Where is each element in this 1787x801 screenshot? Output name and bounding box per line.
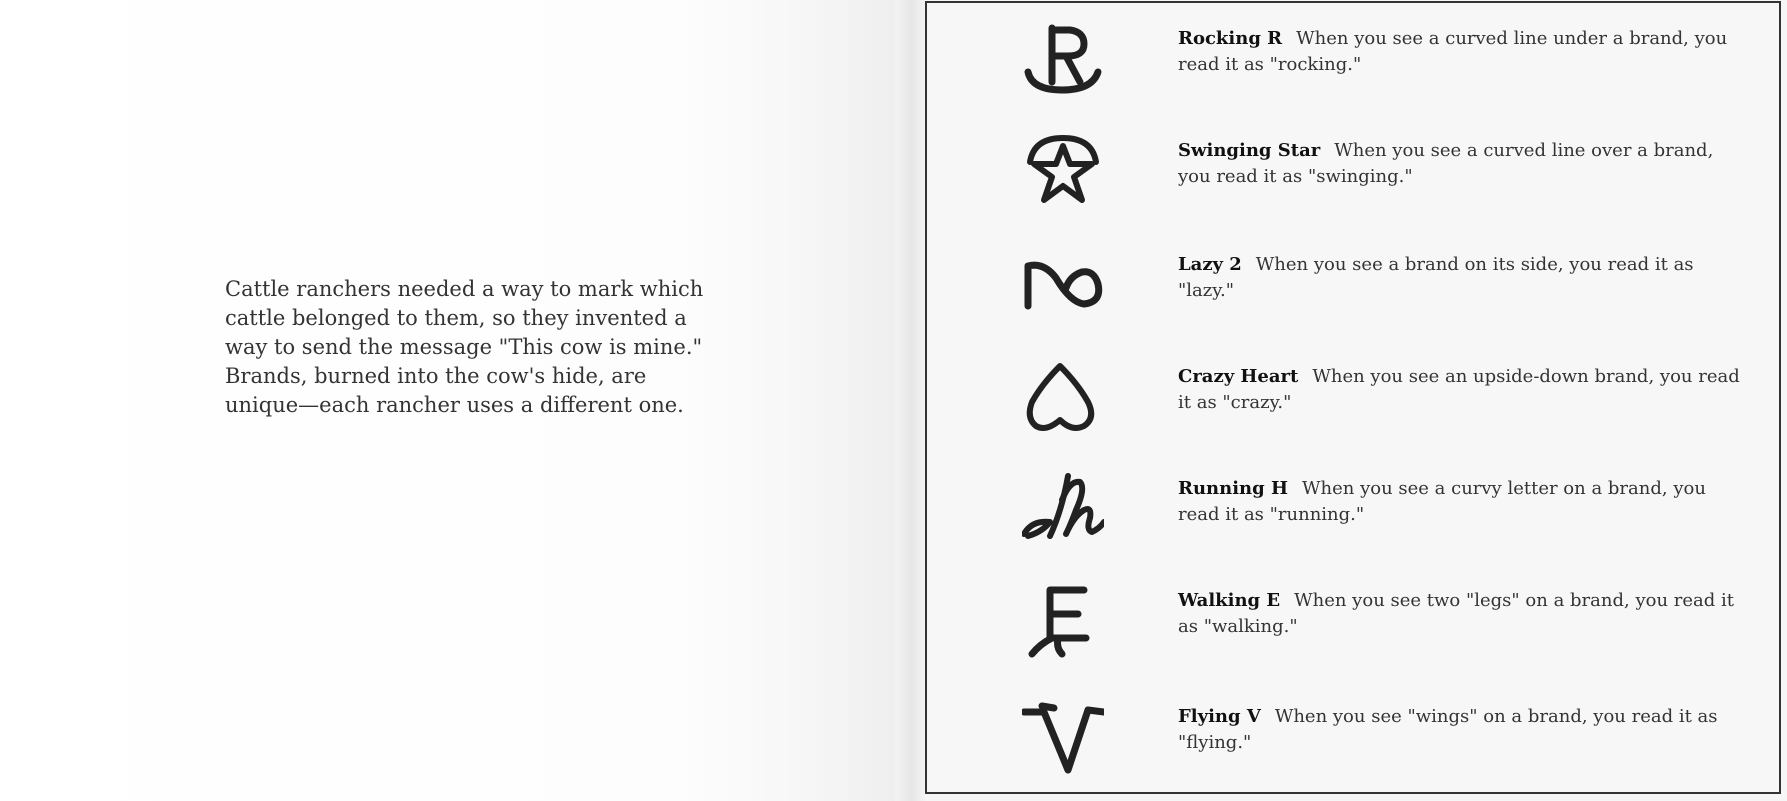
brand-text: When you see a brand on its side, you read it as "lazy." [1178,254,1694,301]
brand-row-rocking-r [1000,20,1760,120]
brand-description [1178,704,1748,756]
brand-name: Swinging Star [1178,140,1321,161]
lazy-2-icon [1022,246,1104,328]
brand-name: Rocking R [1178,28,1283,49]
walking-e-icon [1022,582,1104,664]
brand-row-running-h [1000,470,1760,570]
flying-v-icon [1022,698,1104,780]
brand-description [1178,26,1748,78]
brand-row-lazy-2 [1000,246,1760,346]
brand-name: Lazy 2 [1178,254,1242,275]
brand-name: Running H [1178,478,1289,499]
crazy-heart-icon [1022,358,1104,440]
brand-text: When you see a curved line over a brand, you read it as "swinging." [1178,140,1714,187]
brand-text: When you see an upside-down brand, you read it as "crazy." [1178,366,1740,413]
swinging-star-icon [1022,132,1104,214]
brand-text: When you see a curved line under a brand, you read it as "rocking." [1178,28,1728,75]
intro-paragraph: Cattle ranchers needed a way to mark which cattle belonged to them, so they invented a way to send the message "This cow is mine." Brands, burned into the cow's hide, are unique—each rancher uses a different one. [225,277,704,417]
brand-text: When you see a curvy letter on a brand, you read it as "running." [1178,478,1706,525]
running-h-icon [1022,470,1104,552]
brand-name: Flying V [1178,706,1261,727]
brand-name: Walking E [1178,590,1281,611]
brand-description [1178,476,1748,528]
brand-row-swinging-star [1000,132,1760,232]
brand-text: When you see "wings" on a brand, you read it as "flying." [1178,706,1718,753]
brand-name: Crazy Heart [1178,366,1299,387]
brand-text: When you see two "legs" on a brand, you read it as "walking." [1178,590,1734,637]
brand-description [1178,252,1748,304]
book-gutter [895,0,925,801]
brand-row-flying-v [1000,698,1760,798]
rocking-r-icon [1022,20,1104,102]
brand-description [1178,138,1748,190]
brand-row-crazy-heart [1000,358,1760,458]
brand-row-walking-e [1000,582,1760,682]
brand-description [1178,588,1748,640]
brand-description [1178,364,1748,416]
